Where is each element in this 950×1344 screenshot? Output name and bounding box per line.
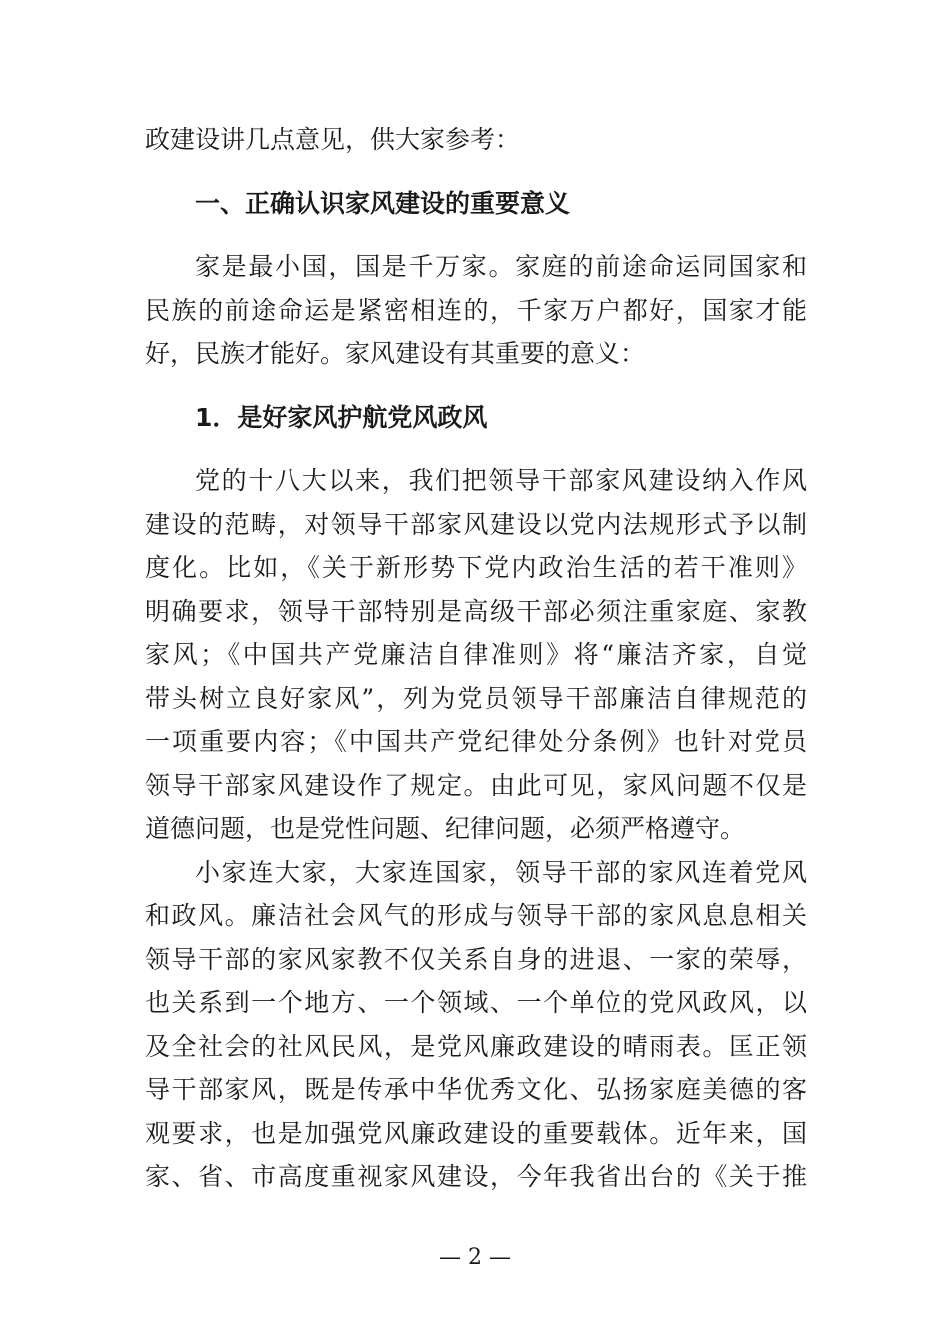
subheading: 1．是好家风护航党风政风	[195, 402, 488, 432]
section-heading: 一、正确认识家风建设的重要意义	[195, 188, 571, 218]
paragraph-line: 一项重要内容；《中国共产党纪律处分条例》也针对党员	[145, 727, 807, 756]
paragraph-line: 明确要求，领导干部特别是高级干部必须注重家庭、家教	[145, 596, 807, 626]
paragraph-2	[145, 459, 807, 851]
paragraph-line: 小家连大家，大家连国家，领导干部的家风连着党风	[195, 857, 807, 887]
intro-line: 政建设讲几点意见，供大家参考：	[145, 125, 521, 154]
document-body	[145, 118, 807, 1199]
paragraph-1	[145, 245, 807, 376]
paragraph-line: 带头树立良好家风”，列为党员领导干部廉洁自律规范的	[145, 683, 807, 713]
paragraph-line: 度化。比如，《关于新形势下党内政治生活的若干准则》	[145, 553, 807, 582]
paragraph-line: 家、省、市高度重视家风建设，今年我省出台的《关于推	[145, 1162, 807, 1191]
paragraph-line: 及全社会的社风民风，是党风廉政建设的晴雨表。匡正领	[145, 1031, 807, 1061]
paragraph-line: 建设的范畴，对领导干部家风建设以党内法规形式予以制	[145, 509, 807, 539]
page-number: — 2 —	[439, 1245, 511, 1270]
paragraph-line: 导干部家风，既是传承中华优秀文化、弘扬家庭美德的客	[145, 1075, 807, 1104]
paragraph-line: 道德问题，也是党性问题、纪律问题，必须严格遵守。	[145, 814, 746, 843]
paragraph-line: 家风；《中国共产党廉洁自律准则》将“廉洁齐家，自觉	[145, 640, 807, 669]
paragraph-line: 家是最小国，国是千万家。家庭的前途命运同国家和	[195, 252, 807, 281]
paragraph-line: 党的十八大以来，我们把领导干部家风建设纳入作风	[195, 466, 807, 495]
paragraph-line: 也关系到一个地方、一个领域、一个单位的党风政风，以	[145, 988, 807, 1017]
paragraph-line: 领导干部的家风家教不仅关系自身的进退、一家的荣辱，	[145, 944, 807, 974]
paragraph-line: 好，民族才能好。家风建设有其重要的意义：	[145, 339, 646, 368]
paragraph-line: 观要求，也是加强党风廉政建设的重要载体。近年来，国	[145, 1118, 807, 1148]
paragraph-line: 领导干部家风建设作了规定。由此可见，家风问题不仅是	[145, 770, 807, 800]
paragraph-3	[145, 851, 807, 1199]
paragraph-line: 和政风。廉洁社会风气的形成与领导干部的家风息息相关	[145, 901, 807, 930]
paragraph-line: 民族的前途命运是紧密相连的，千家万户都好，国家才能	[145, 295, 807, 325]
